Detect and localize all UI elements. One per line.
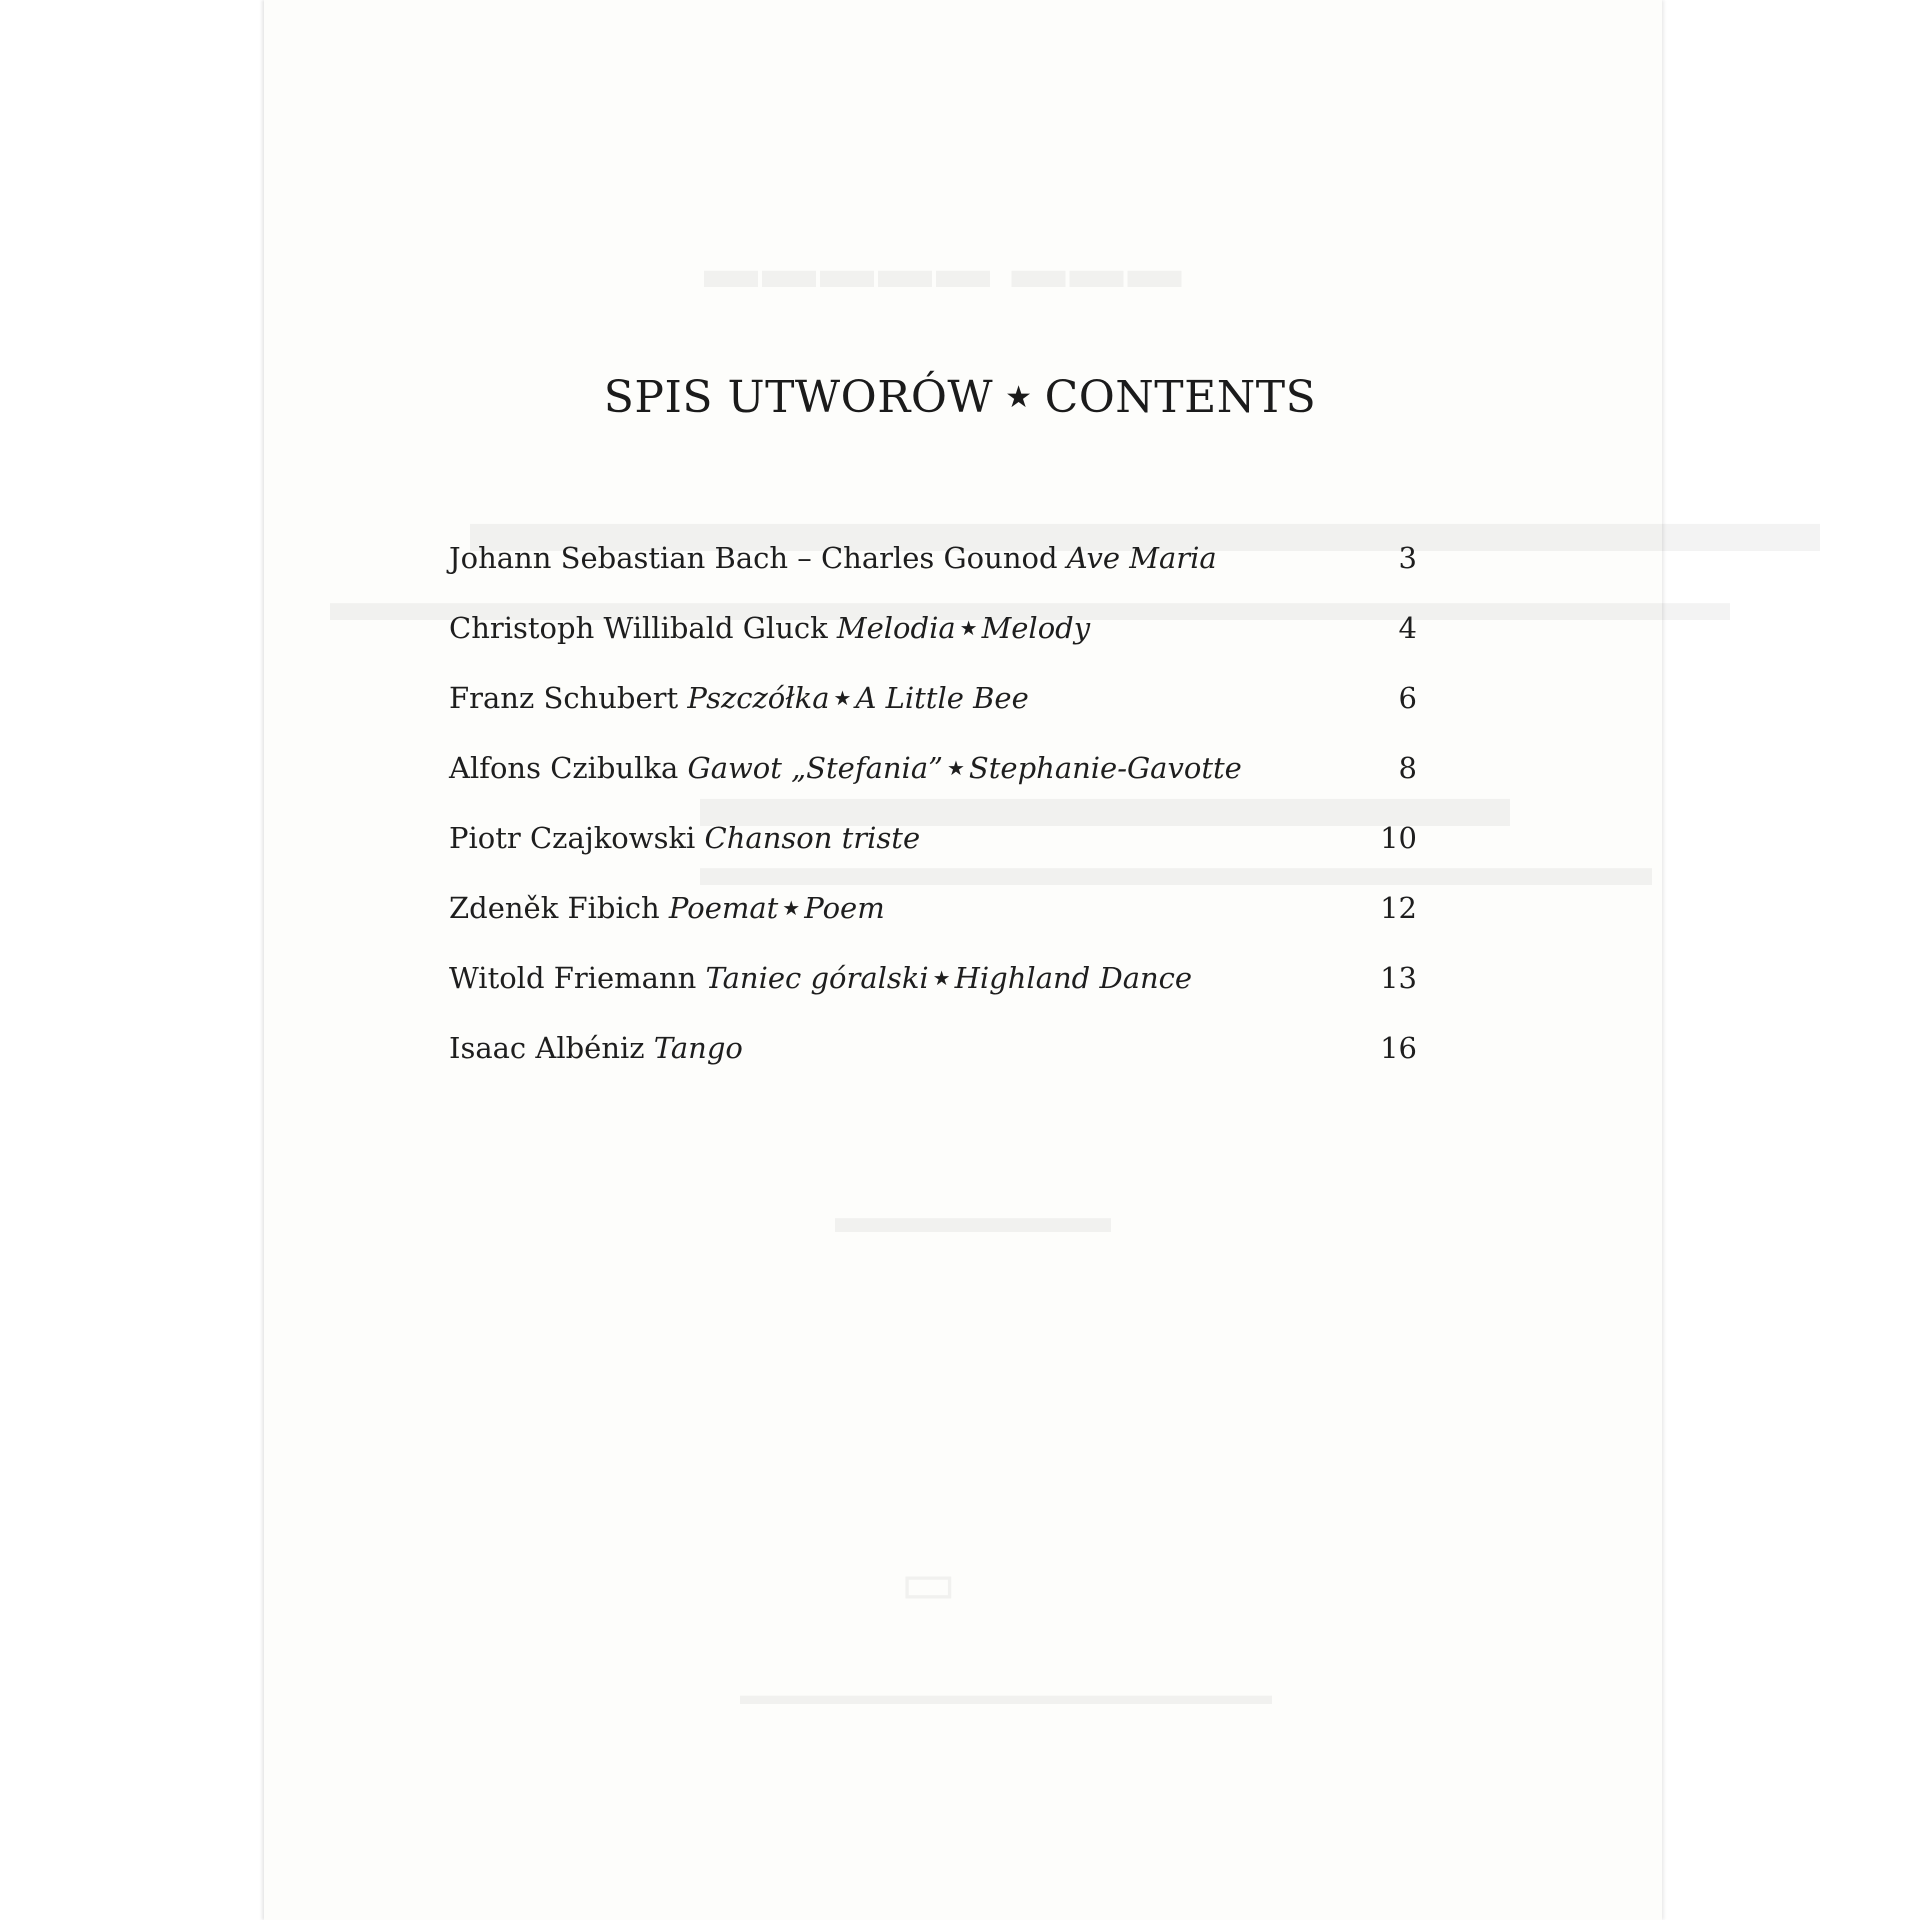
title-english: CONTENTS	[1044, 372, 1317, 423]
composer-name: Franz Schubert	[449, 681, 679, 715]
title-polish: SPIS UTWORÓW	[603, 372, 994, 423]
page-title	[0, 372, 1920, 423]
piece-title-polish: Poemat	[668, 891, 779, 925]
toc-entry	[449, 595, 1417, 645]
composer-name: Johann Sebastian Bach – Charles Gounod	[449, 541, 1058, 575]
toc-entry-text	[449, 681, 1029, 715]
piece-title-polish: Ave Maria	[1066, 541, 1217, 575]
toc-entry-text	[449, 821, 920, 855]
toc-entry	[449, 875, 1417, 925]
page-number: 12	[1380, 891, 1417, 925]
piece-title-polish: Pszczółka	[687, 681, 830, 715]
piece-title-polish: Tango	[653, 1031, 743, 1065]
show-through-imprint	[740, 1680, 1272, 1712]
piece-title-english: A Little Bee	[855, 681, 1029, 715]
toc-entry	[449, 805, 1417, 855]
piece-title-english: Stephanie-Gavotte	[968, 751, 1242, 785]
piece-title-english: Poem	[804, 891, 885, 925]
star-separator: ★	[833, 686, 852, 710]
star-separator: ★	[946, 756, 965, 780]
piece-title-english: Melody	[981, 611, 1091, 645]
toc-entry-text	[449, 751, 1242, 785]
piece-title-polish: Taniec góralski	[705, 961, 929, 995]
toc-entry-text	[449, 611, 1090, 645]
page-number: 10	[1380, 821, 1417, 855]
page-number: 6	[1398, 681, 1417, 715]
star-separator: ★	[959, 616, 978, 640]
toc-entry-text	[449, 541, 1217, 575]
show-through-publisher-logo	[900, 1548, 957, 1618]
composer-name: Alfons Czibulka	[449, 751, 679, 785]
composer-name: Zdeněk Fibich	[449, 891, 660, 925]
page-number: 4	[1398, 611, 1417, 645]
toc-entry-text	[449, 1031, 743, 1065]
star-separator: ★	[782, 896, 801, 920]
page-number: 13	[1380, 961, 1417, 995]
toc-entry	[449, 525, 1417, 575]
composer-name: Christoph Willibald Gluck	[449, 611, 828, 645]
composer-name: Witold Friemann	[449, 961, 697, 995]
star-separator: ★	[1005, 380, 1033, 415]
piece-title-polish: Gawot „Stefania”	[687, 751, 943, 785]
page-number: 16	[1380, 1031, 1417, 1065]
piece-title-polish: Chanson triste	[704, 821, 921, 855]
toc-entry	[449, 665, 1417, 715]
toc-entry-text	[449, 961, 1192, 995]
composer-name: Isaac Albéniz	[449, 1031, 645, 1065]
piece-title-english: Highland Dance	[954, 961, 1193, 995]
show-through-author	[700, 238, 1182, 300]
toc-entry	[449, 735, 1417, 785]
star-separator: ★	[932, 966, 951, 990]
toc-entry-text	[449, 891, 885, 925]
show-through-instrument	[835, 1190, 1111, 1243]
page-number: 3	[1398, 541, 1417, 575]
page-number: 8	[1398, 751, 1417, 785]
toc-entry	[449, 945, 1417, 995]
composer-name: Piotr Czajkowski	[449, 821, 696, 855]
piece-title-polish: Melodia	[836, 611, 956, 645]
toc-entry	[449, 1015, 1417, 1065]
